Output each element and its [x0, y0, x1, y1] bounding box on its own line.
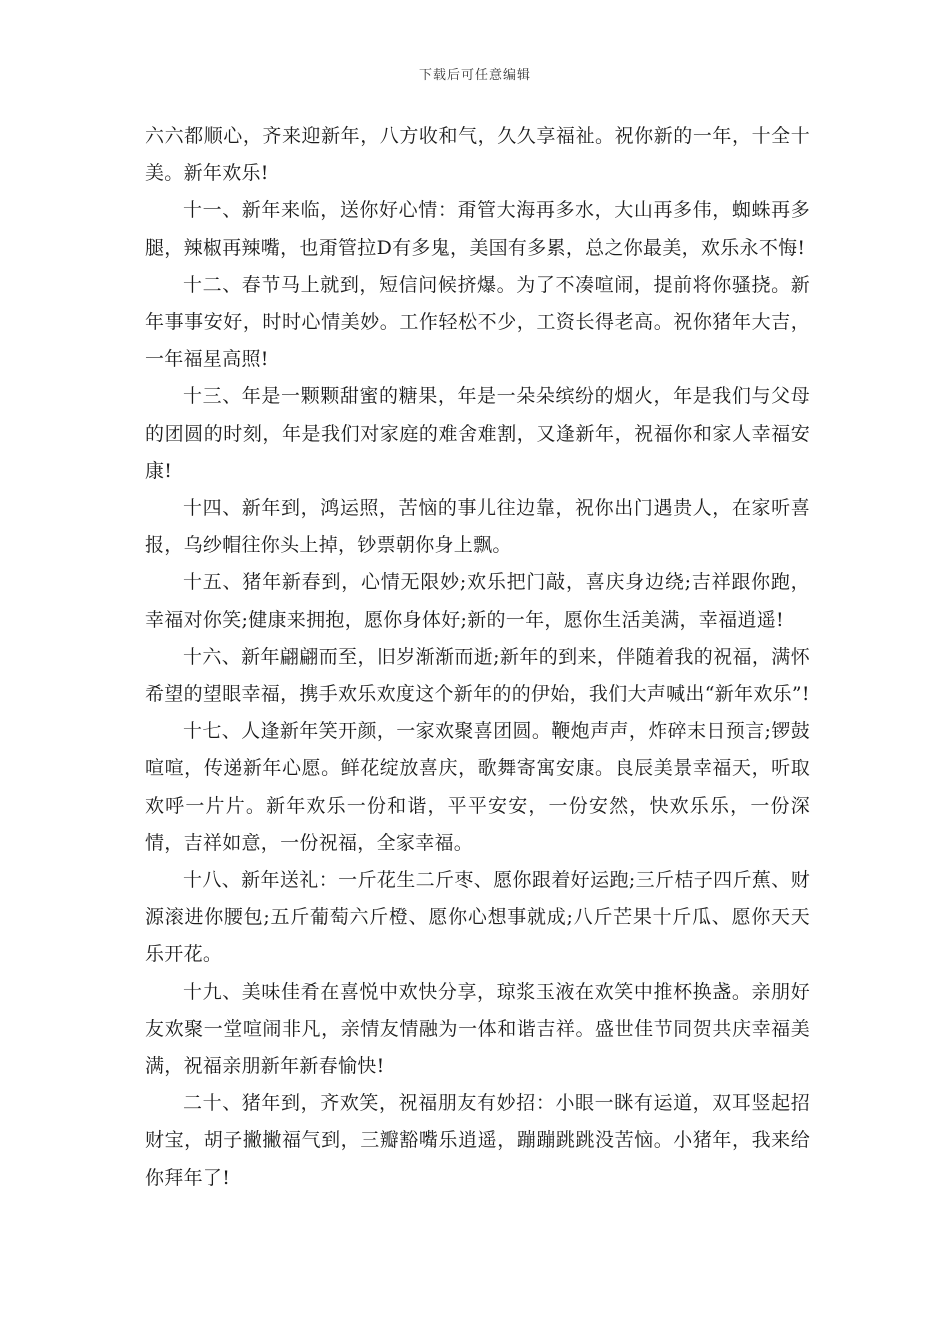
paragraph-12: 十二、春节马上就到，短信问候挤爆。为了不凑喧闹，提前将你骚挠。新年事事安好，时时心情美妙。工作轻松不少，工资长得老高。祝你猪年大吉，一年福星高照!: [145, 273, 810, 371]
paragraph-continued: 六六都顺心，齐来迎新年，八方收和气，久久享福祉。祝你新的一年，十全十美。新年欢乐!: [145, 125, 810, 185]
paragraph-19: 十九、美味佳肴在喜悦中欢快分享，琼浆玉液在欢笑中推杯换盏。亲朋好友欢聚一堂喧闹非凡，亲情友情融为一体和谐吉祥。盛世佳节同贺共庆幸福美满，祝福亲朋新年新春愉快!: [145, 980, 810, 1078]
paragraph-15: 十五、猪年新春到，心情无限妙;欢乐把门敲，喜庆身边绕;吉祥跟你跑，幸福对你笑;健康来拥抱，愿你身体好;新的一年，愿你生活美满，幸福逍遥!: [145, 571, 810, 631]
paragraph-11: 十一、新年来临，送你好心情：甭管大海再多水，大山再多伟，蜘蛛再多腿，辣椒再辣嘴，也甭管拉D有多鬼，美国有多累，总之你最美，欢乐永不悔!: [145, 199, 810, 259]
paragraph-17: 十七、人逢新年笑开颜，一家欢聚喜团圆。鞭炮声声，炸碎末日预言;锣鼓喧喧，传递新年心愿。鲜花绽放喜庆，歌舞寄寓安康。良辰美景幸福天，听取欢呼一片片。新年欢乐一份和谐，平平安安，一份安然，快欢乐乐，一份深情，吉祥如意，一份祝福，全家幸福。: [145, 720, 810, 854]
paragraph-20: 二十、猪年到，齐欢笑，祝福朋友有妙招：小眼一眯有运道，双耳竖起招财宝，胡子撇撇福气到，三瓣豁嘴乐逍遥，蹦蹦跳跳没苦恼。小猪年，我来给你拜年了!: [145, 1092, 810, 1189]
paragraph-16: 十六、新年翩翩而至，旧岁渐渐而逝;新年的到来，伴随着我的祝福，满怀希望的望眼幸福，携手欢乐欢度这个新年的的伊始，我们大声喊出“新年欢乐”!: [145, 645, 810, 706]
page-header: 下载后可任意编辑: [418, 68, 531, 83]
paragraph-13: 十三、年是一颗颗甜蜜的糖果，年是一朵朵缤纷的烟火，年是我们与父母的团圆的时刻，年是我们对家庭的难舍难割，又逢新年，祝福你和家人幸福安康!: [145, 385, 810, 482]
document-body: [145, 118, 810, 1197]
paragraph-14: 十四、新年到，鸿运照，苦恼的事儿往边靠，祝你出门遇贵人，在家听喜报，乌纱帽往你头上掉，钞票朝你身上飘。: [145, 497, 810, 557]
paragraph-18: 十八、新年送礼：一斤花生二斤枣、愿你跟着好运跑;三斤桔子四斤蕉、财源滚进你腰包;五斤葡萄六斤橙、愿你心想事就成;八斤芒果十斤瓜、愿你天天乐开花。: [145, 869, 810, 966]
